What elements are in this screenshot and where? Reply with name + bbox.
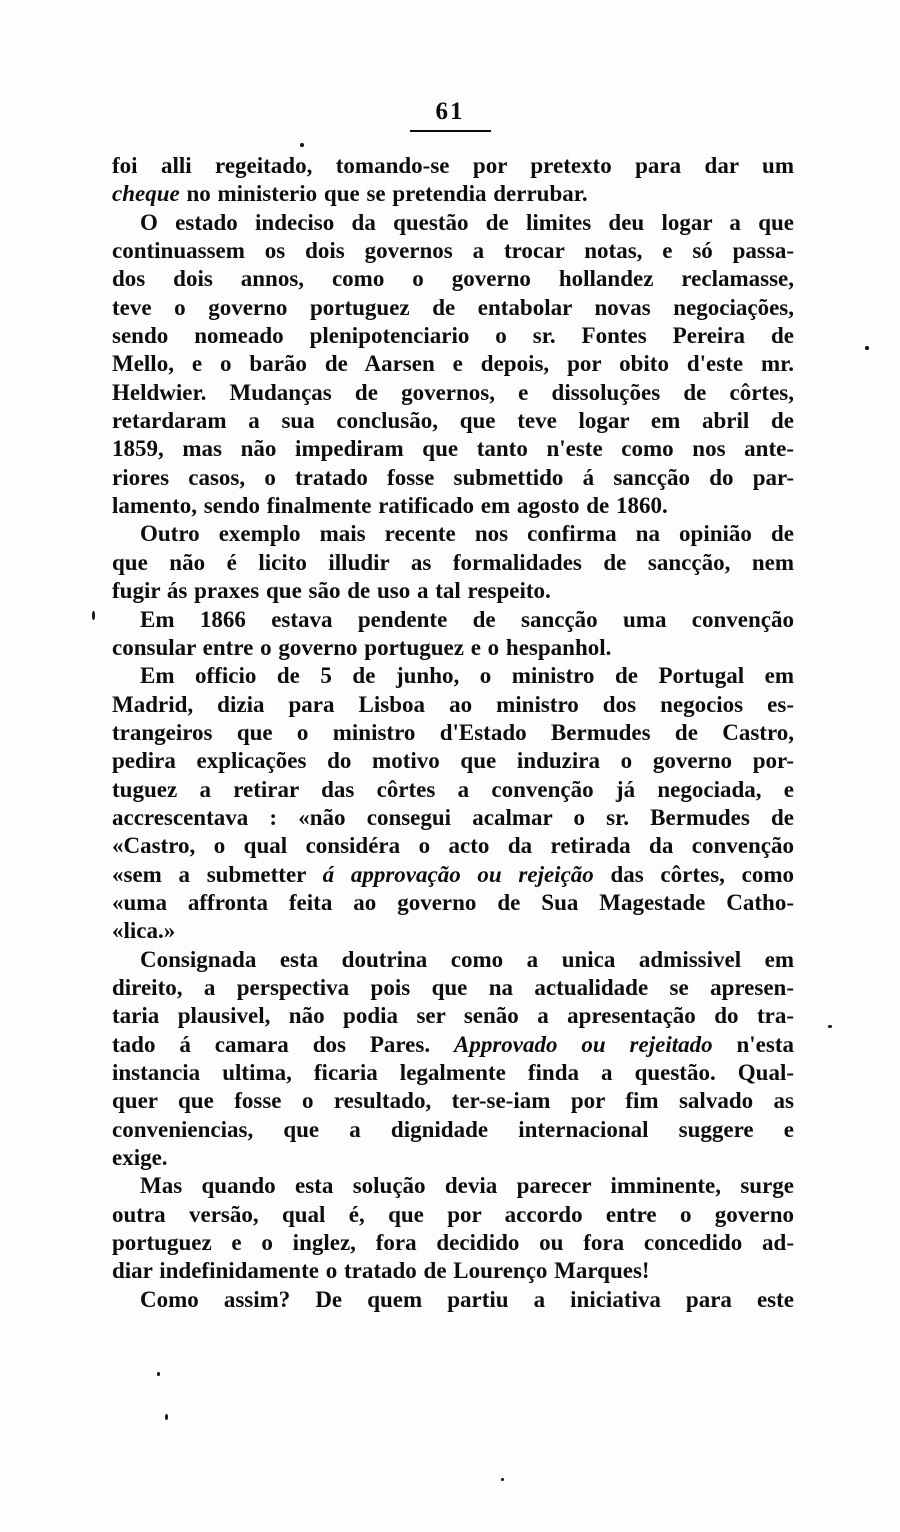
text-line: Madrid, dizia para Lisboa ao ministro dos negocios es- xyxy=(112,691,794,717)
text-line: conveniencias, que a dignidade internacional suggere e xyxy=(112,1116,794,1142)
text-line: instancia ultima, ficaria legalmente finda a questão. Qual- xyxy=(112,1060,794,1085)
text-line: fugir ás praxes que são de uso a tal respeito. xyxy=(112,578,551,604)
text-line: cheque no ministerio que se pretendia derrubar. xyxy=(112,181,588,207)
text-line: dos dois annos, como o governo hollandez reclamasse, xyxy=(112,266,794,292)
text-line: «sem a submetter á approvação ou rejeição das côrtes, como xyxy=(112,861,794,887)
text-line: diar indefinidamente o tratado de Lourenço Marques! xyxy=(112,1258,650,1284)
text-line: Consignada esta doutrina como a unica admissivel em xyxy=(140,946,794,972)
scan-speck xyxy=(157,1372,160,1376)
page-header xyxy=(0,98,900,132)
text-line: direito, a perspectiva pois que na actualidade se apresen- xyxy=(112,974,794,1000)
text-line: retardaram a sua conclusão, que teve logar em abril de xyxy=(112,408,794,434)
text-line: «Castro, o qual considéra o acto da retirada da convenção xyxy=(112,833,794,859)
text-line: «lica.» xyxy=(112,918,176,944)
text-line: «uma affronta feita ao governo de Sua Magestade Catho- xyxy=(112,889,794,915)
scan-speck xyxy=(828,1025,832,1028)
text-line: Em officio de 5 de junho, o ministro de Portugal em xyxy=(140,663,794,689)
text-line: sendo nomeado plenipotenciario o sr. Fontes Pereira de xyxy=(112,323,794,349)
text-line: Em 1866 estava pendente de sancção uma convenção xyxy=(140,606,794,632)
text-line: Outro exemplo mais recente nos confirma na opinião de xyxy=(140,521,794,547)
text-line: exige. xyxy=(112,1145,168,1171)
text-line: Heldwier. Mudanças de governos, e dissoluções de côrtes, xyxy=(112,379,794,405)
text-line: tado á camara dos Pares. Approvado ou rejeitado n'esta xyxy=(112,1031,794,1057)
text-line: continuassem os dois governos a trocar notas, e só passa- xyxy=(112,238,794,264)
text-line: trangeiros que o ministro d'Estado Bermudes de Castro, xyxy=(112,719,794,745)
text-line: quer que fosse o resultado, ter-se-iam por fim salvado as xyxy=(112,1088,794,1114)
text-line: taria plausivel, não podia ser senão a apresentação do tra- xyxy=(112,1003,794,1029)
text-block xyxy=(112,152,794,1314)
text-line: Como assim? De quem partiu a iniciativa para este xyxy=(140,1286,794,1312)
text-line: Mas quando esta solução devia parecer imminente, surge xyxy=(140,1173,794,1199)
text-line: teve o governo portuguez de entabolar novas negociações, xyxy=(112,294,794,320)
scan-speck xyxy=(165,1414,168,1420)
text-line: pedira explicações do motivo que induzira o governo por- xyxy=(112,748,794,774)
page-number: 61 xyxy=(410,98,491,132)
text-line: portuguez e o inglez, fora decidido ou fora concedido ad- xyxy=(112,1230,794,1256)
text-line: consular entre o governo portuguez e o hespanhol. xyxy=(112,634,612,660)
scan-speck xyxy=(865,346,869,350)
text-line: lamento, sendo finalmente ratificado em agosto de 1860. xyxy=(112,493,668,519)
text-line: riores casos, o tratado fosse submettido á sancção do par- xyxy=(112,464,794,490)
text-line: accrescentava : «não consegui acalmar o sr. Bermudes de xyxy=(112,804,794,830)
text-line: tuguez a retirar das côrtes a convenção já negociada, e xyxy=(112,776,794,802)
text-line: 1859, mas não impediram que tanto n'este como nos ante- xyxy=(112,436,794,462)
text-line: que não é licito illudir as formalidades de sancção, nem xyxy=(112,549,794,575)
scan-speck xyxy=(501,1478,504,1481)
scan-speck xyxy=(300,143,304,147)
text-line: Mello, e o barão de Aarsen e depois, por obito d'este mr. xyxy=(112,351,794,377)
text-line: outra versão, qual é, que por accordo entre o governo xyxy=(112,1201,794,1227)
text-line: foi alli regeitado, tomando-se por pretexto para dar um xyxy=(112,153,794,178)
scan-speck xyxy=(92,611,95,620)
text-line: O estado indeciso da questão de limites deu logar a que xyxy=(140,209,794,235)
